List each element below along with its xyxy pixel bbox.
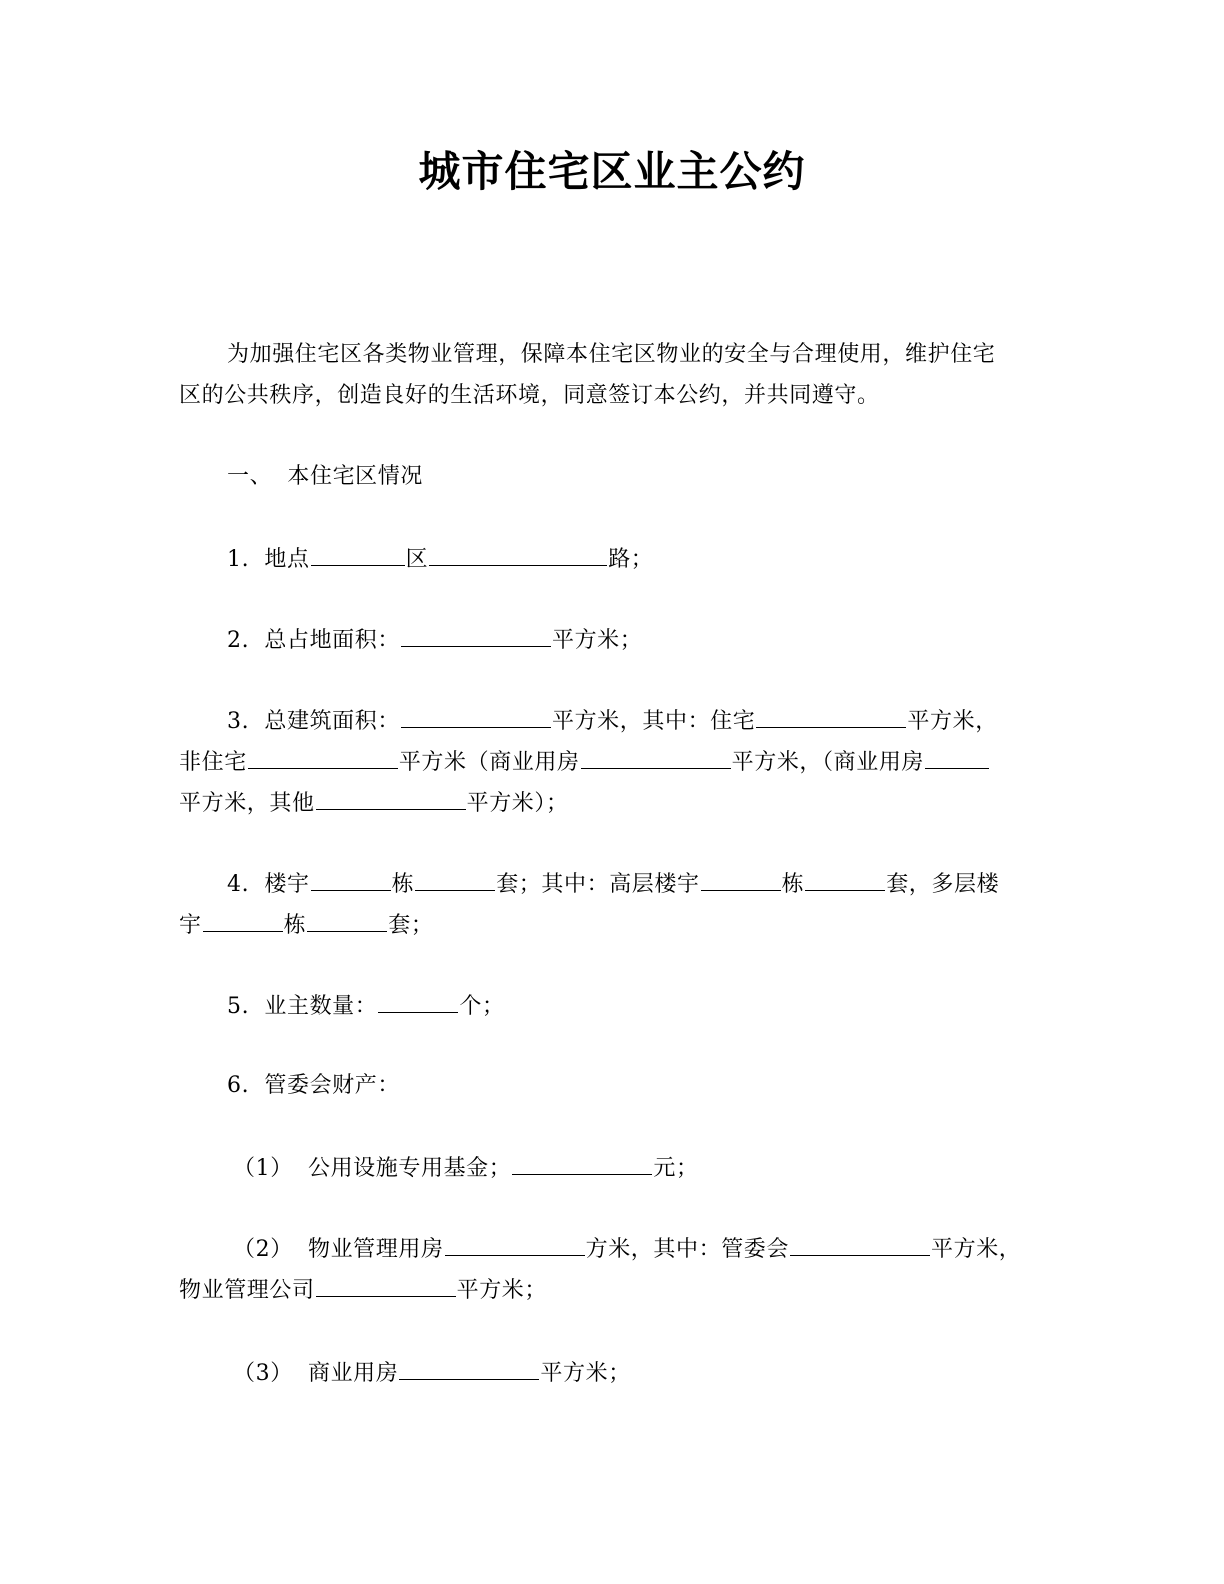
multistory-label: 套，多层楼 [886, 872, 1000, 897]
building-area-prefix: 3. 总建筑面积： [227, 709, 400, 734]
multistory-buildings-blank[interactable] [203, 909, 283, 932]
other-area-blank[interactable] [316, 787, 466, 810]
public-fund-suffix: 元； [653, 1156, 699, 1181]
highrise-units-blank[interactable] [805, 868, 885, 891]
other-label: 平方米，其他 [179, 791, 315, 816]
management-company-blank[interactable] [316, 1274, 456, 1297]
committee-area-blank[interactable] [790, 1233, 930, 1256]
commercial-blank-1[interactable] [581, 746, 731, 769]
item-location-suffix: 路； [608, 547, 654, 572]
item-land-suffix: 平方米； [551, 628, 643, 653]
commercial-label-1: 平方米（商业用房 [398, 750, 580, 775]
item-building-area-line-3 [179, 787, 569, 819]
management-rooms-blank[interactable] [445, 1233, 585, 1256]
building-area-suffix: 平方米， [907, 709, 998, 734]
non-residential-blank[interactable] [248, 746, 398, 769]
owner-count-prefix: 5. 业主数量： [227, 994, 378, 1019]
item-total-land-area [227, 624, 642, 656]
item-buildings-line-1 [227, 868, 999, 900]
item-land-prefix: 2. 总占地面积： [227, 628, 400, 653]
buildings-count-blank[interactable] [311, 868, 391, 891]
public-fund-prefix: （1） 公用设施专用基金； [233, 1156, 512, 1181]
item-building-area-line-2 [179, 746, 990, 778]
other-area-suffix: 平方米）； [466, 791, 569, 816]
item-owner-count [227, 990, 505, 1022]
building-area-mid: 平方米，其中：住宅 [551, 709, 756, 734]
subitem-public-fund [233, 1152, 699, 1184]
management-rooms-prefix: （2） 物业管理用房 [233, 1237, 444, 1262]
item-location-prefix: 1. 地点 [227, 547, 310, 572]
units-count-blank[interactable] [415, 868, 495, 891]
committee-label: 方米，其中：管委会 [585, 1237, 789, 1262]
item-location-mid: 区 [405, 547, 429, 572]
item-buildings-line-2 [179, 909, 433, 941]
highrise-label: 套；其中：高层楼宇 [496, 872, 700, 897]
land-area-blank[interactable] [401, 624, 551, 647]
owner-count-suffix: 个； [459, 994, 505, 1019]
committee-area-suffix: 平方米， [931, 1237, 1022, 1262]
intro-paragraph-line-2: 区的公共秩序，创造良好的生活环境，同意签订本公约，并共同遵守。 [179, 383, 880, 408]
buildings-unit-1: 栋 [391, 872, 415, 897]
commercial-rooms-prefix: （3） 商业用房 [233, 1361, 399, 1386]
district-blank[interactable] [311, 543, 405, 566]
commercial-rooms-suffix: 平方米； [540, 1361, 631, 1386]
multistory-units-blank[interactable] [307, 909, 387, 932]
item-location [227, 543, 653, 575]
section-heading: 一、 本住宅区情况 [227, 464, 423, 489]
units-suffix: 套； [388, 913, 434, 938]
building-area-blank[interactable] [401, 705, 551, 728]
multistory-label-cont: 宇 [179, 913, 202, 938]
item-committee-property: 6. 管委会财产： [227, 1073, 400, 1098]
road-blank[interactable] [429, 543, 607, 566]
management-company-suffix: 平方米； [456, 1278, 548, 1303]
subitem-commercial-rooms [233, 1357, 631, 1389]
non-residential-label: 非住宅 [179, 750, 247, 775]
management-company-label: 物业管理公司 [179, 1278, 315, 1303]
subitem-management-rooms-line-2 [179, 1274, 547, 1306]
public-fund-blank[interactable] [512, 1152, 652, 1175]
buildings-prefix: 4. 楼宇 [227, 872, 310, 897]
buildings-unit-2: 栋 [781, 872, 805, 897]
highrise-buildings-blank[interactable] [701, 868, 781, 891]
subitem-management-rooms-line-1 [233, 1233, 1021, 1265]
item-building-area-line-1 [227, 705, 998, 737]
residential-area-blank[interactable] [756, 705, 906, 728]
commercial-label-2: 平方米，（商业用房 [731, 750, 925, 775]
intro-paragraph-line-1: 为加强住宅区各类物业管理，保障本住宅区物业的安全与合理使用，维护住宅 [227, 342, 996, 367]
commercial-blank-2[interactable] [925, 746, 989, 769]
commercial-rooms-blank[interactable] [399, 1357, 539, 1380]
buildings-unit-3: 栋 [283, 913, 307, 938]
owner-count-blank[interactable] [378, 990, 458, 1013]
document-title: 城市住宅区业主公约 [418, 147, 806, 196]
